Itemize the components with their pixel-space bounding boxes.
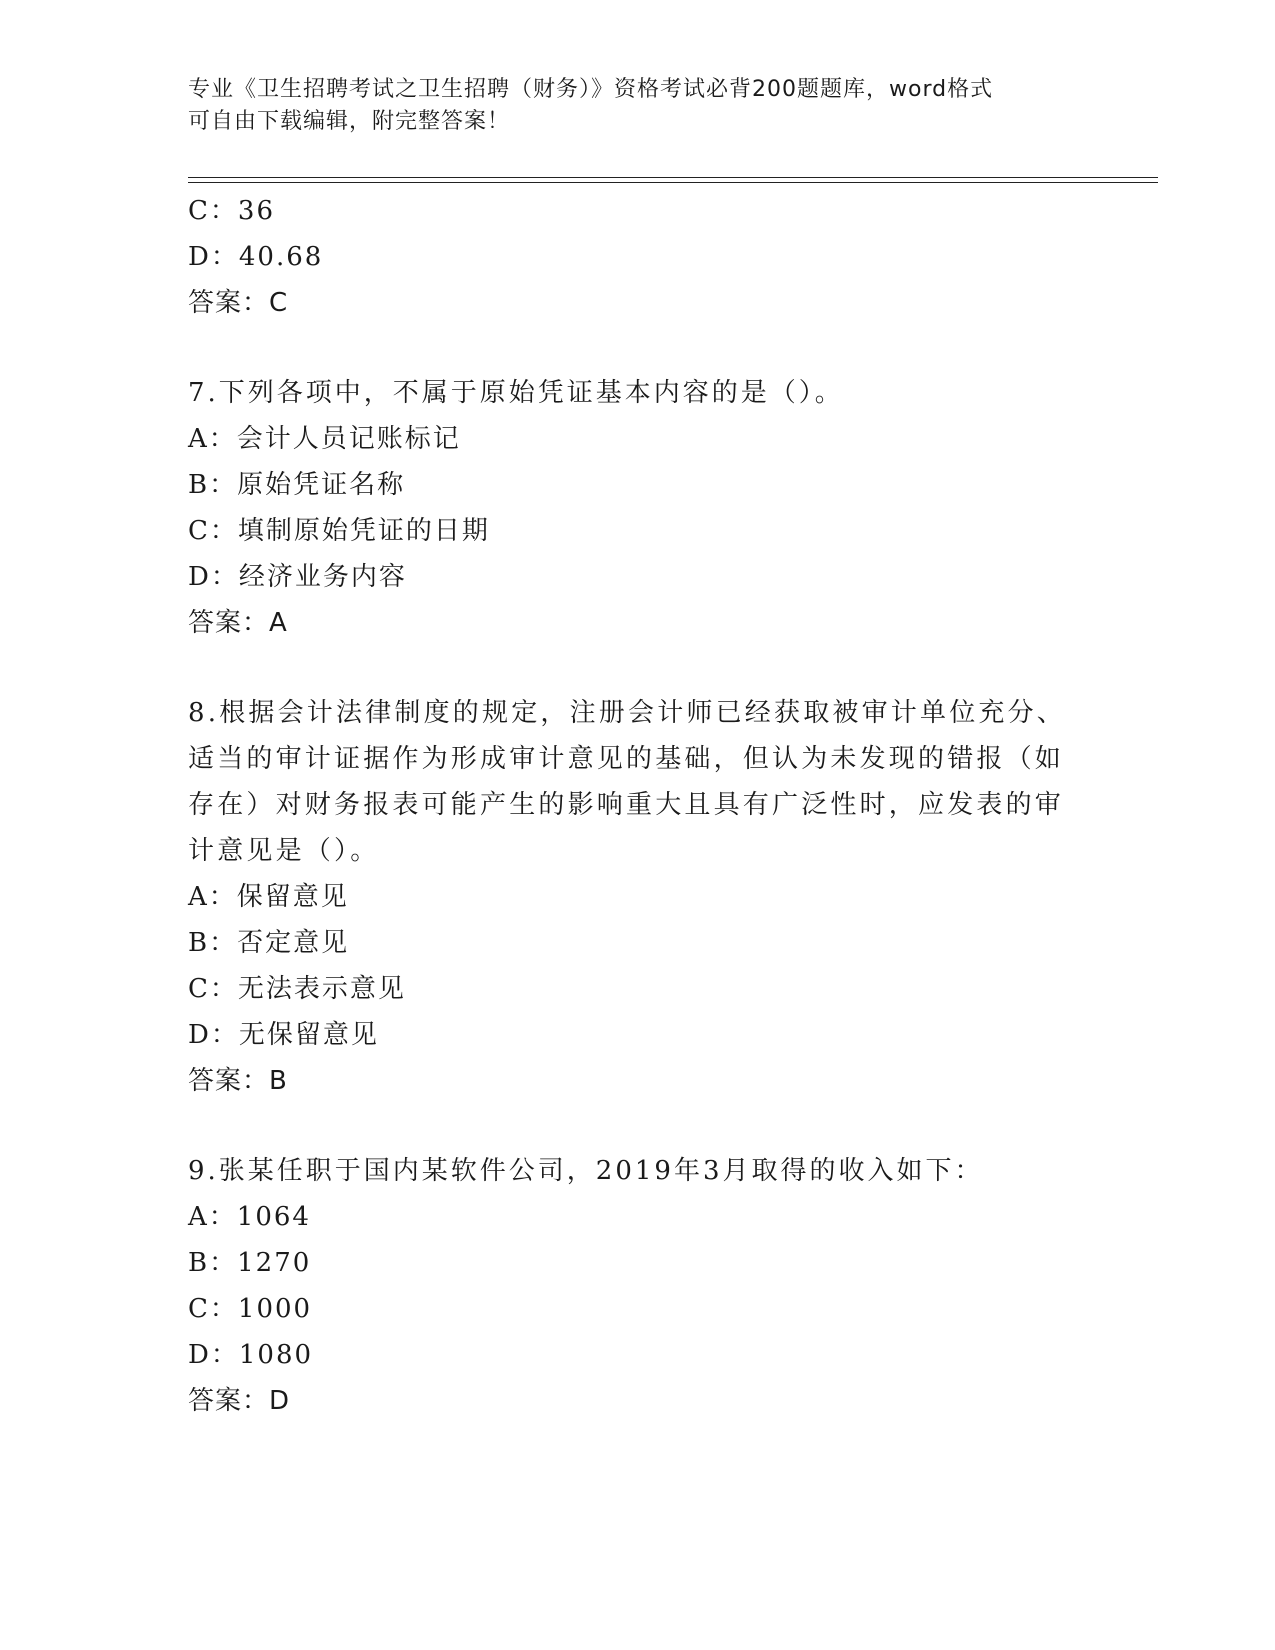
option-d: D：40.68 <box>188 242 324 272</box>
document-header <box>188 74 1068 138</box>
option-d: D：无保留意见 <box>188 1020 379 1050</box>
option-c: C：填制原始凭证的日期 <box>188 516 490 546</box>
option-b: B：原始凭证名称 <box>188 470 406 500</box>
option-a: A：1064 <box>188 1202 311 1232</box>
option-c: C：36 <box>188 196 275 226</box>
question-7 <box>188 370 1068 646</box>
answer-line: 答案：B <box>188 1066 288 1096</box>
answer-line: 答案：A <box>188 608 288 638</box>
question-stem: 9.张某任职于国内某软件公司，2019年3月取得的收入如下： <box>188 1156 984 1186</box>
option-c: C：无法表示意见 <box>188 974 406 1004</box>
question-list <box>188 188 1068 1424</box>
question-stem: 8.根据会计法律制度的规定，注册会计师已经获取被审计单位充分、适当的审计证据作为形成审计意见的基础，但认为未发现的错报（如存在）对财务报表可能产生的影响重大且具有广泛性时，应发表的审计意见是（）。 <box>188 698 1067 866</box>
option-c: C：1000 <box>188 1294 313 1324</box>
option-a: A：保留意见 <box>188 882 349 912</box>
option-b: B：否定意见 <box>188 928 350 958</box>
header-divider-top <box>188 177 1158 178</box>
answer-line: 答案：C <box>188 288 289 318</box>
answer-line: 答案：D <box>188 1386 291 1416</box>
question-8 <box>188 690 1068 1104</box>
header-title-line-2: 可自由下载编辑，附完整答案！ <box>188 109 511 134</box>
header-title-line-1: 专业《卫生招聘考试之卫生招聘（财务）》资格考试必背200题题库，word格式 <box>188 77 994 102</box>
option-d: D：1080 <box>188 1340 314 1370</box>
question-stem: 7.下列各项中，不属于原始凭证基本内容的是（）。 <box>188 378 844 408</box>
question-6-continued <box>188 188 1068 326</box>
header-divider-bottom <box>188 182 1158 183</box>
option-d: D：经济业务内容 <box>188 562 407 592</box>
question-9 <box>188 1148 1068 1424</box>
option-a: A：会计人员记账标记 <box>188 424 461 454</box>
option-b: B：1270 <box>188 1248 312 1278</box>
